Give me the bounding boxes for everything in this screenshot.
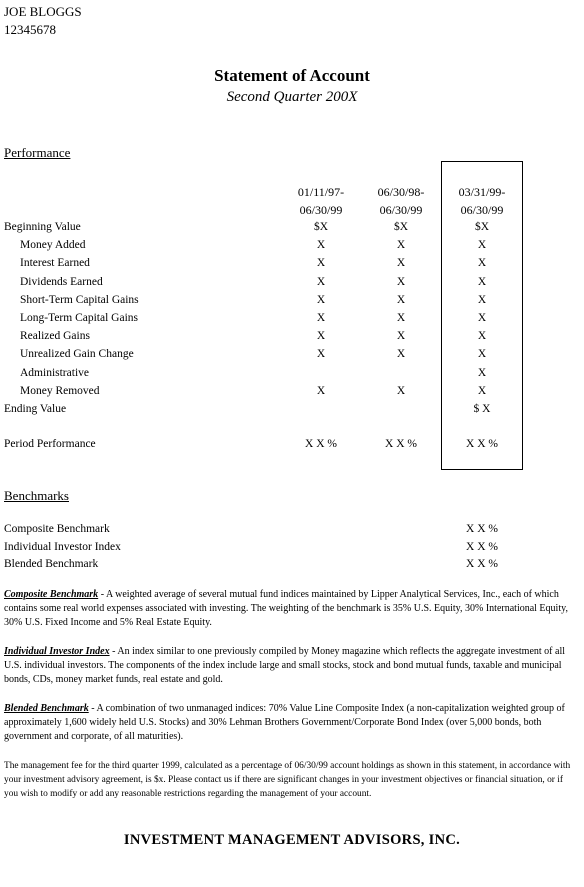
note-text: - A combination of two unmanaged indices: 70% Value Line Composite Index (a non-capitalization weighted group of approximately 1,600 widely held U.S. Stocks) and 30% Lehman Brothers Government/Corporate Bond Index (over 5,000 bonds, both government and corporate, of all maturities). (4, 703, 565, 742)
table-cell: $X (474, 221, 490, 233)
account-number: 12345678 (4, 22, 56, 37)
note-individual-investor-index (4, 645, 576, 687)
note-composite-benchmark (4, 588, 576, 630)
table-cell: X (396, 348, 406, 361)
table-cell: X (316, 293, 326, 306)
note-text: - A weighted average of several mutual fund indices maintained by Lipper Analytical Services, Inc., each of which contains some real world expenses associated with investing. The weighting of the benchmark is 35% U.S. Equity, 30% International Equity, 30% U.S. Fixed Income and 5% Real Estate Equity. (4, 589, 568, 628)
period-performance-label: Period Performance (4, 438, 96, 450)
table-cell: X (477, 384, 487, 397)
table-cell: X (396, 312, 406, 324)
note-term: Individual Investor Index (4, 646, 110, 657)
table-cell: X (396, 330, 406, 343)
note-term: Blended Benchmark (4, 703, 89, 714)
row-label: Interest Earned (20, 257, 90, 270)
row-label: Ending Value (4, 403, 67, 415)
table-cell: X (477, 366, 487, 379)
column-header (361, 183, 441, 219)
table-cell: X (316, 330, 326, 343)
table-cell: X (316, 384, 326, 397)
column-header-line1: 03/31/99- (458, 185, 506, 199)
table-cell: X (396, 384, 406, 397)
column-header-line1: 01/11/97- (297, 185, 345, 199)
table-cell: X (477, 239, 487, 252)
management-fee-note: The management fee for the third quarter 1999, calculated as a percentage of 06/30/99 account holdings as shown in this statement, in accordance with your investment advisory agreement, is $x. Please contact us if there are significant changes in your investment objectives or financial situation, or if you wish to modify or add any reasonable restrictions regarding the management of your account. (4, 761, 571, 799)
column-header (442, 183, 522, 219)
column-header-line2: 06/30/99 (379, 203, 423, 217)
period-performance-value: X X % (305, 438, 337, 450)
period-performance-value: X X % (385, 438, 417, 450)
table-cell: X (316, 257, 326, 270)
table-cell: $X (313, 221, 329, 233)
table-cell: $ X (473, 403, 491, 415)
column-header-line2: 06/30/99 (460, 203, 504, 217)
benchmark-label: Blended Benchmark (4, 558, 99, 570)
row-label: Realized Gains (20, 330, 90, 343)
table-cell: X (477, 312, 487, 324)
row-label: Money Added (20, 239, 86, 252)
table-cell: X (316, 275, 326, 288)
benchmark-label: Individual Investor Index (4, 540, 121, 553)
benchmark-label: Composite Benchmark (4, 523, 110, 535)
table-cell: X (396, 239, 406, 252)
table-cell: X (316, 312, 326, 324)
benchmark-value: X X % (466, 540, 498, 553)
table-cell: X (316, 348, 326, 361)
firm-name-footer: INVESTMENT MANAGEMENT ADVISORS, INC. (123, 832, 461, 848)
row-label: Short-Term Capital Gains (20, 293, 139, 306)
table-cell: X (477, 293, 487, 306)
column-header-line1: 06/30/98- (377, 185, 425, 199)
row-label: Dividends Earned (20, 275, 103, 288)
table-cell: $X (393, 221, 409, 233)
table-cell: X (316, 239, 326, 252)
row-label: Money Removed (20, 384, 100, 397)
table-cell: X (477, 330, 487, 343)
benchmark-value: X X % (466, 558, 498, 570)
row-label: Beginning Value (4, 221, 81, 233)
note-term: Composite Benchmark (4, 589, 99, 600)
account-holder-name: JOE BLOGGS (4, 4, 82, 19)
table-cell: X (477, 348, 487, 361)
period-performance-value: X X % (466, 438, 498, 450)
note-blended-benchmark (4, 702, 576, 744)
row-label: Long-Term Capital Gains (20, 312, 138, 324)
page-title: Statement of Account (214, 66, 370, 85)
table-cell: X (396, 275, 406, 288)
benchmark-value: X X % (466, 523, 498, 535)
table-cell: X (477, 275, 487, 288)
note-text: - An index similar to one previously compiled by Money magazine which reflects the aggregate investment of all U.S. individual investors. The components of the index include large and small stocks, stock and bond mutual funds, taxable and municipal bonds, CDs, money market funds, real estate and gold. (4, 646, 566, 685)
page-subtitle: Second Quarter 200X (226, 89, 358, 105)
performance-heading: Performance (4, 145, 71, 160)
table-cell: X (396, 293, 406, 306)
column-header-line2: 06/30/99 (299, 203, 343, 217)
row-label: Unrealized Gain Change (20, 348, 134, 361)
row-label: Administrative (20, 366, 89, 379)
column-header (281, 183, 361, 219)
benchmarks-heading: Benchmarks (4, 488, 69, 503)
table-cell: X (477, 257, 487, 270)
table-cell: X (396, 257, 406, 270)
